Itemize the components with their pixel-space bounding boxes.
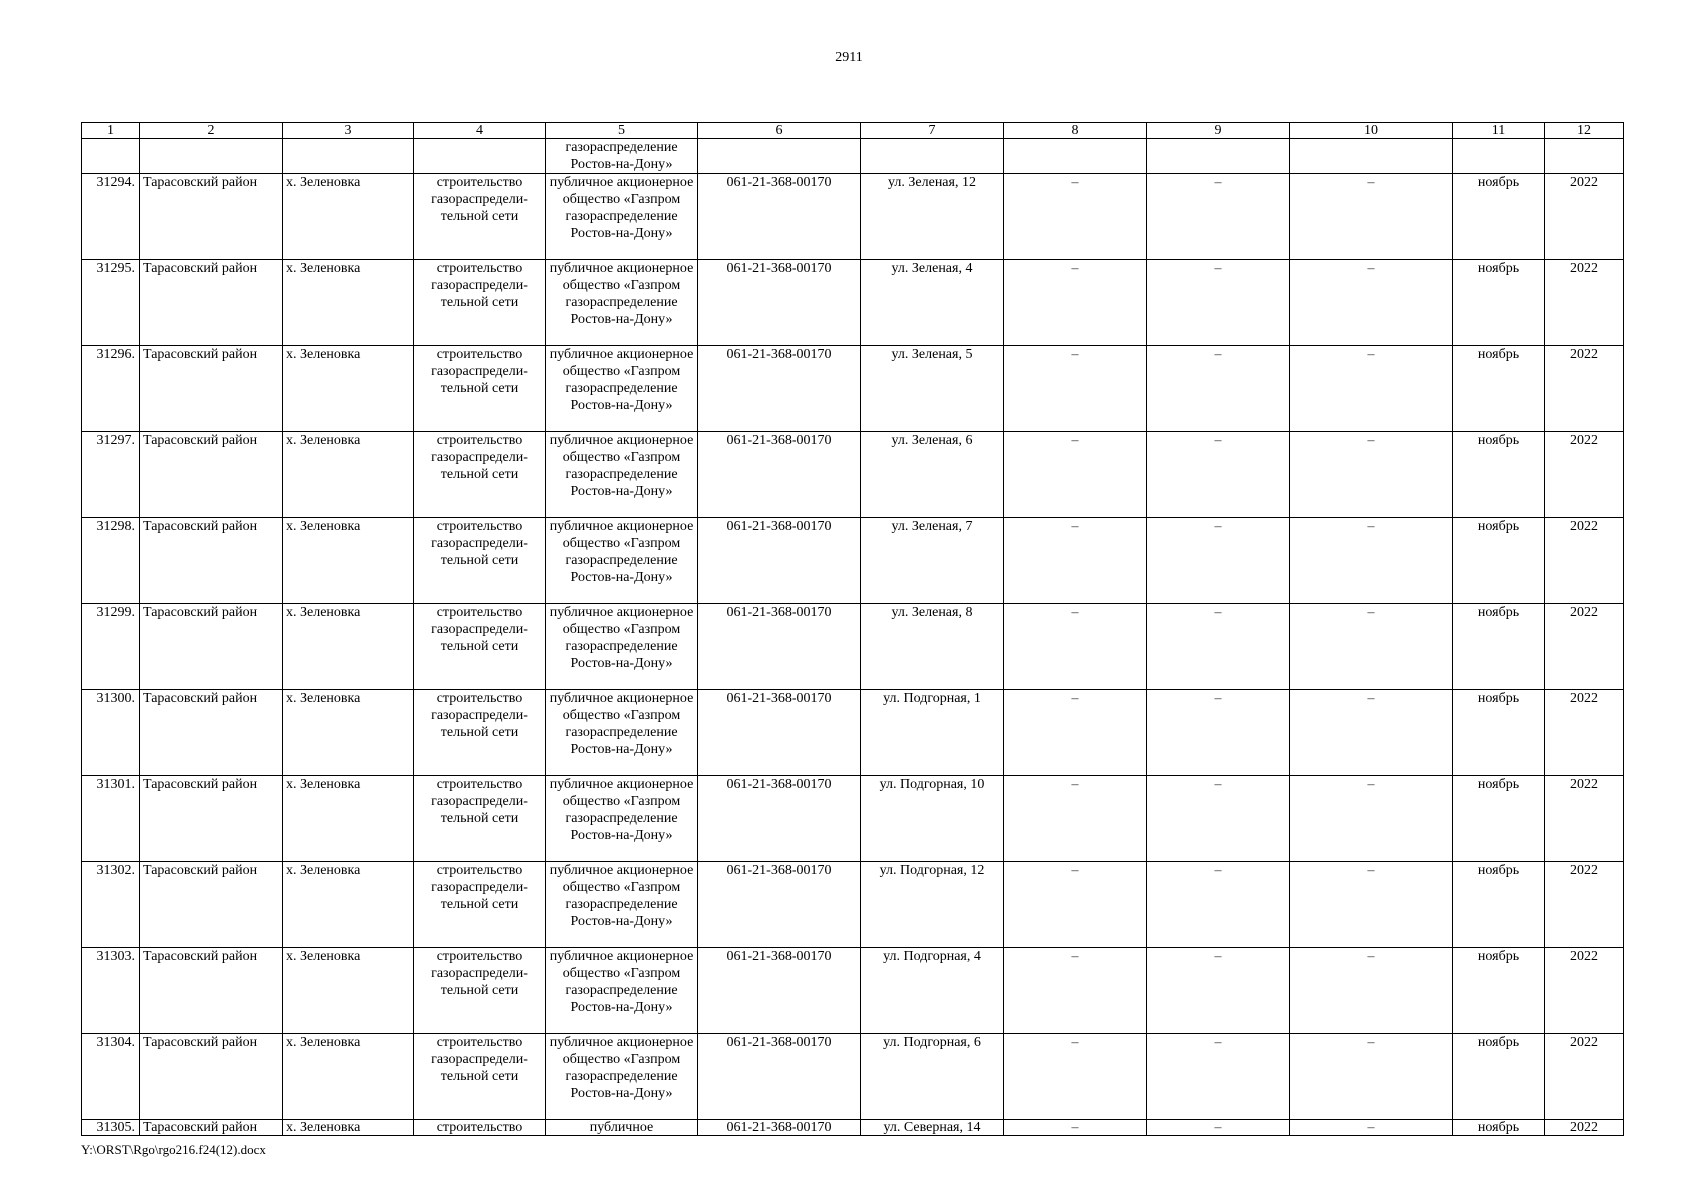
address-cell-text: ул. Северная, 14 (883, 1120, 981, 1135)
column-9-cell-text: – (1214, 1120, 1222, 1135)
column-10-cell: – (1290, 690, 1453, 776)
column-9-cell: – (1147, 948, 1290, 1034)
table-row (82, 1034, 1624, 1120)
code-cell: 061-21-368-00170 (698, 690, 861, 776)
org-cell: публичное акционерное общество «Газпром газораспределение Ростов-на-Дону» (546, 604, 698, 690)
month-cell: ноябрь (1453, 690, 1545, 776)
district-cell: Тарасовский район (140, 948, 283, 1034)
column-10-cell (1290, 1120, 1453, 1136)
work-type-cell: строительство газораспредели-тельной сети (414, 518, 546, 604)
column-10-cell: – (1290, 862, 1453, 948)
column-header: 6 (698, 123, 861, 139)
table-row (82, 346, 1624, 432)
org-cell: публичное акционерное общество «Газпром газораспределение Ростов-на-Дону» (546, 260, 698, 346)
year-cell: 2022 (1545, 432, 1624, 518)
month-cell: ноябрь (1453, 174, 1545, 260)
column-9-cell: – (1147, 174, 1290, 260)
org-cell: публичное акционерное общество «Газпром газораспределение Ростов-на-Дону» (546, 174, 698, 260)
column-header: 4 (414, 123, 546, 139)
table-row (82, 604, 1624, 690)
code-cell-text: 061-21-368-00170 (726, 1120, 832, 1135)
org-cell: публичное акционерное общество «Газпром газораспределение Ростов-на-Дону» (546, 346, 698, 432)
row-number-cell (82, 1120, 140, 1136)
code-cell: 061-21-368-00170 (698, 948, 861, 1034)
locality-cell: х. Зеленовка (283, 776, 414, 862)
locality-cell: х. Зеленовка (283, 346, 414, 432)
code-cell: 061-21-368-00170 (698, 174, 861, 260)
column-8-cell: – (1004, 518, 1147, 604)
district-cell: Тарасовский район (140, 604, 283, 690)
address-cell: ул. Зеленая, 5 (861, 346, 1004, 432)
column-8-cell: – (1004, 862, 1147, 948)
org-cell: публичное акционерное общество «Газпром газораспределение Ростов-на-Дону» (546, 690, 698, 776)
district-cell (140, 1120, 283, 1136)
row-number-cell: 31294. (82, 174, 140, 260)
month-cell: ноябрь (1453, 776, 1545, 862)
locality-cell: х. Зеленовка (283, 174, 414, 260)
row-number-cell: 31301. (82, 776, 140, 862)
registry-table (81, 122, 1624, 1136)
locality-cell: х. Зеленовка (283, 260, 414, 346)
work-type-cell: строительство газораспредели-тельной сети (414, 260, 546, 346)
column-header: 1 (82, 123, 140, 139)
month-cell: ноябрь (1453, 432, 1545, 518)
address-cell: ул. Зеленая, 7 (861, 518, 1004, 604)
column-10-cell: – (1290, 432, 1453, 518)
work-type-cell: строительство газораспредели-тельной сети (414, 432, 546, 518)
org-cell-text: публичное (589, 1120, 654, 1135)
column-8-cell: – (1004, 690, 1147, 776)
column-10-cell: – (1290, 948, 1453, 1034)
month-cell (1453, 1120, 1545, 1136)
work-type-cell: строительство газораспредели-тельной сети (414, 948, 546, 1034)
column-header: 2 (140, 123, 283, 139)
column-9-cell: – (1147, 690, 1290, 776)
column-8-cell: – (1004, 776, 1147, 862)
month-cell: ноябрь (1453, 862, 1545, 948)
column-8-cell: – (1004, 260, 1147, 346)
address-cell: ул. Зеленая, 12 (861, 174, 1004, 260)
year-cell: 2022 (1545, 518, 1624, 604)
table-row (82, 518, 1624, 604)
row-number-cell: 31303. (82, 948, 140, 1034)
year-cell: 2022 (1545, 776, 1624, 862)
column-10-cell-text: – (1367, 1120, 1375, 1135)
code-cell: 061-21-368-00170 (698, 1034, 861, 1120)
year-cell-text: 2022 (1570, 1120, 1598, 1135)
month-cell: ноябрь (1453, 604, 1545, 690)
column-header: 3 (283, 123, 414, 139)
column-10-cell: – (1290, 346, 1453, 432)
column-header: 7 (861, 123, 1004, 139)
continuation-row (82, 139, 1624, 174)
column-9-cell: – (1147, 862, 1290, 948)
table-row (82, 862, 1624, 948)
column-9-cell: – (1147, 1034, 1290, 1120)
column-8-cell: – (1004, 346, 1147, 432)
column-10-cell: – (1290, 174, 1453, 260)
org-cell: публичное акционерное общество «Газпром газораспределение Ростов-на-Дону» (546, 1034, 698, 1120)
column-8-cell (1004, 1120, 1147, 1136)
table-row (82, 174, 1624, 260)
code-cell: 061-21-368-00170 (698, 260, 861, 346)
column-header: 10 (1290, 123, 1453, 139)
work-type-cell: строительство газораспредели-тельной сети (414, 174, 546, 260)
address-cell: ул. Подгорная, 1 (861, 690, 1004, 776)
table-row (82, 1120, 1624, 1136)
work-type-cell: строительство газораспредели-тельной сети (414, 862, 546, 948)
address-cell: ул. Подгорная, 10 (861, 776, 1004, 862)
column-10-cell: – (1290, 518, 1453, 604)
table-row (82, 690, 1624, 776)
row-number-cell: 31299. (82, 604, 140, 690)
locality-cell-text: х. Зеленовка (286, 1120, 361, 1135)
year-cell: 2022 (1545, 690, 1624, 776)
month-cell: ноябрь (1453, 1034, 1545, 1120)
year-cell: 2022 (1545, 260, 1624, 346)
code-cell: 061-21-368-00170 (698, 346, 861, 432)
locality-cell: х. Зеленовка (283, 862, 414, 948)
table-row (82, 432, 1624, 518)
row-number-cell: 31300. (82, 690, 140, 776)
work-type-cell: строительство газораспредели-тельной сети (414, 346, 546, 432)
page-number: 2911 (835, 50, 863, 65)
table-row (82, 260, 1624, 346)
year-cell: 2022 (1545, 346, 1624, 432)
district-cell: Тарасовский район (140, 260, 283, 346)
code-cell: 061-21-368-00170 (698, 862, 861, 948)
row-number-cell-text: 31305. (96, 1120, 135, 1135)
org-cell: газораспределение Ростов-на-Дону» (546, 139, 698, 174)
org-cell (546, 1120, 698, 1136)
column-8-cell: – (1004, 432, 1147, 518)
address-cell: ул. Подгорная, 6 (861, 1034, 1004, 1120)
work-type-cell: строительство газораспредели-тельной сети (414, 776, 546, 862)
column-header: 9 (1147, 123, 1290, 139)
row-number-cell: 31297. (82, 432, 140, 518)
code-cell: 061-21-368-00170 (698, 518, 861, 604)
column-8-cell: – (1004, 604, 1147, 690)
org-cell: публичное акционерное общество «Газпром газораспределение Ростов-на-Дону» (546, 862, 698, 948)
org-cell: публичное акционерное общество «Газпром газораспределение Ростов-на-Дону» (546, 948, 698, 1034)
address-cell: ул. Зеленая, 8 (861, 604, 1004, 690)
column-10-cell: – (1290, 776, 1453, 862)
address-cell: ул. Зеленая, 6 (861, 432, 1004, 518)
locality-cell: х. Зеленовка (283, 948, 414, 1034)
district-cell: Тарасовский район (140, 1034, 283, 1120)
year-cell: 2022 (1545, 948, 1624, 1034)
column-10-cell: – (1290, 604, 1453, 690)
column-8-cell-text: – (1071, 1120, 1079, 1135)
column-header: 11 (1453, 123, 1545, 139)
row-number-cell: 31295. (82, 260, 140, 346)
org-cell: публичное акционерное общество «Газпром газораспределение Ростов-на-Дону» (546, 432, 698, 518)
org-cell: публичное акционерное общество «Газпром газораспределение Ростов-на-Дону» (546, 776, 698, 862)
locality-cell: х. Зеленовка (283, 1034, 414, 1120)
district-cell: Тарасовский район (140, 862, 283, 948)
org-cell: публичное акционерное общество «Газпром газораспределение Ростов-на-Дону» (546, 518, 698, 604)
column-8-cell: – (1004, 1034, 1147, 1120)
district-cell: Тарасовский район (140, 174, 283, 260)
district-cell: Тарасовский район (140, 432, 283, 518)
column-8-cell: – (1004, 948, 1147, 1034)
file-path-footer: Y:\ORST\Rgo\rgo216.f24(12).docx (81, 1142, 266, 1157)
column-9-cell (1147, 1120, 1290, 1136)
month-cell-text: ноябрь (1477, 1120, 1520, 1135)
column-9-cell: – (1147, 776, 1290, 862)
column-10-cell: – (1290, 260, 1453, 346)
table-row (82, 948, 1624, 1034)
year-cell: 2022 (1545, 174, 1624, 260)
column-9-cell: – (1147, 518, 1290, 604)
locality-cell: х. Зеленовка (283, 690, 414, 776)
column-9-cell: – (1147, 260, 1290, 346)
address-cell: ул. Подгорная, 4 (861, 948, 1004, 1034)
locality-cell (283, 1120, 414, 1136)
year-cell (1545, 1120, 1624, 1136)
column-9-cell: – (1147, 604, 1290, 690)
locality-cell: х. Зеленовка (283, 518, 414, 604)
row-number-cell: 31304. (82, 1034, 140, 1120)
locality-cell: х. Зеленовка (283, 432, 414, 518)
year-cell: 2022 (1545, 1034, 1624, 1120)
row-number-cell: 31302. (82, 862, 140, 948)
district-cell-text: Тарасовский район (143, 1120, 258, 1135)
month-cell: ноябрь (1453, 260, 1545, 346)
district-cell: Тарасовский район (140, 690, 283, 776)
district-cell: Тарасовский район (140, 776, 283, 862)
table-header (82, 123, 1624, 139)
month-cell: ноябрь (1453, 948, 1545, 1034)
district-cell: Тарасовский район (140, 346, 283, 432)
table-row (82, 776, 1624, 862)
column-10-cell: – (1290, 1034, 1453, 1120)
code-cell (698, 1120, 861, 1136)
address-cell: ул. Подгорная, 12 (861, 862, 1004, 948)
year-cell: 2022 (1545, 862, 1624, 948)
work-type-cell (414, 1120, 546, 1136)
address-cell (861, 1120, 1004, 1136)
column-header: 8 (1004, 123, 1147, 139)
locality-cell: х. Зеленовка (283, 604, 414, 690)
year-cell: 2022 (1545, 604, 1624, 690)
code-cell: 061-21-368-00170 (698, 776, 861, 862)
work-type-cell: строительство газораспредели-тельной сети (414, 1034, 546, 1120)
work-type-cell-text: строительство (436, 1120, 523, 1135)
row-number-cell: 31298. (82, 518, 140, 604)
code-cell: 061-21-368-00170 (698, 432, 861, 518)
code-cell: 061-21-368-00170 (698, 604, 861, 690)
month-cell: ноябрь (1453, 518, 1545, 604)
address-cell: ул. Зеленая, 4 (861, 260, 1004, 346)
column-header: 5 (546, 123, 698, 139)
month-cell: ноябрь (1453, 346, 1545, 432)
column-9-cell: – (1147, 346, 1290, 432)
work-type-cell: строительство газораспредели-тельной сети (414, 690, 546, 776)
column-header: 12 (1545, 123, 1624, 139)
column-8-cell: – (1004, 174, 1147, 260)
row-number-cell: 31296. (82, 346, 140, 432)
work-type-cell: строительство газораспредели-тельной сети (414, 604, 546, 690)
district-cell: Тарасовский район (140, 518, 283, 604)
column-9-cell: – (1147, 432, 1290, 518)
